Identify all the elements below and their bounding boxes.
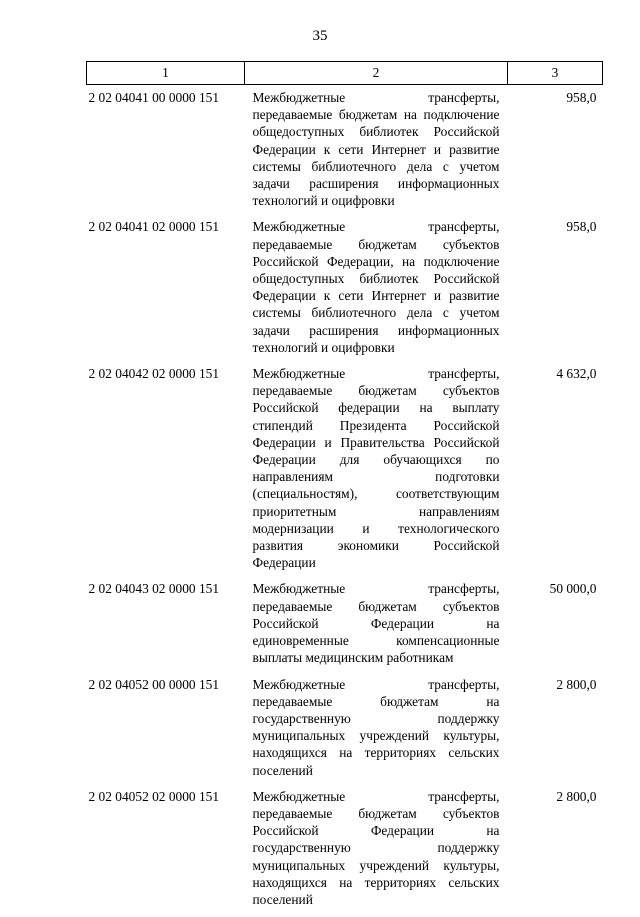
- header-row: [87, 62, 603, 85]
- budget-code: 2 02 04041 02 0000 151: [87, 218, 245, 365]
- table-row: [87, 365, 603, 580]
- budget-amount: 50 000,0: [508, 580, 603, 675]
- budget-code: 2 02 04042 02 0000 151: [87, 365, 245, 580]
- table-header: [87, 62, 603, 85]
- budget-amount: 2 800,0: [508, 788, 603, 917]
- table-row: [87, 580, 603, 675]
- budget-amount: 958,0: [508, 218, 603, 365]
- page-number: 35: [0, 26, 640, 46]
- budget-code: 2 02 04052 00 0000 151: [87, 676, 245, 788]
- budget-table: [86, 61, 603, 917]
- table-body: [87, 85, 603, 917]
- budget-amount: 2 800,0: [508, 676, 603, 788]
- budget-item-name: Межбюджетные трансферты, передаваемые бюджетам на государственную поддержку муниципальных учреждений культуры, находящихся на территориях сельских поселений: [245, 676, 508, 788]
- budget-item-name: Межбюджетные трансферты, передаваемые бюджетам субъектов Российской Федерации, на подключение общедоступных библиотек Российской Федерации к сети Интернет и развитие системы библиотечного дела с учетом задачи расширения информационных технологий и оцифровки: [245, 218, 508, 365]
- table-row: [87, 788, 603, 917]
- budget-item-name: Межбюджетные трансферты, передаваемые бюджетам субъектов Российской федерации на выплату стипендий Президента Российской Федерации и Правительства Российской Федерации для обучающихся по направлениям подготовки (специальностям), соответствующим приоритетным направлениям модернизации и технологического развития экономики Российской Федерации: [245, 365, 508, 580]
- budget-amount: 4 632,0: [508, 365, 603, 580]
- header-column-name: 2: [245, 62, 508, 85]
- budget-code: 2 02 04052 02 0000 151: [87, 788, 245, 917]
- budget-code: 2 02 04041 00 0000 151: [87, 85, 245, 219]
- budget-item-name: Межбюджетные трансферты, передаваемые бюджетам на подключение общедоступных библиотек Российской Федерации к сети Интернет и развитие системы библиотечного дела с учетом задачи расширения информационных технологий и оцифровки: [245, 85, 508, 219]
- table-row: [87, 85, 603, 219]
- budget-item-name: Межбюджетные трансферты, передаваемые бюджетам субъектов Российской Федерации на единовременные компенсационные выплаты медицинским работникам: [245, 580, 508, 675]
- table-row: [87, 218, 603, 365]
- header-column-sum: 3: [508, 62, 603, 85]
- budget-item-name: Межбюджетные трансферты, передаваемые бюджетам субъектов Российской Федерации на государственную поддержку муниципальных учреждений культуры, находящихся на территориях сельских поселений: [245, 788, 508, 917]
- table-row: [87, 676, 603, 788]
- budget-code: 2 02 04043 02 0000 151: [87, 580, 245, 675]
- header-column-code: 1: [87, 62, 245, 85]
- budget-amount: 958,0: [508, 85, 603, 219]
